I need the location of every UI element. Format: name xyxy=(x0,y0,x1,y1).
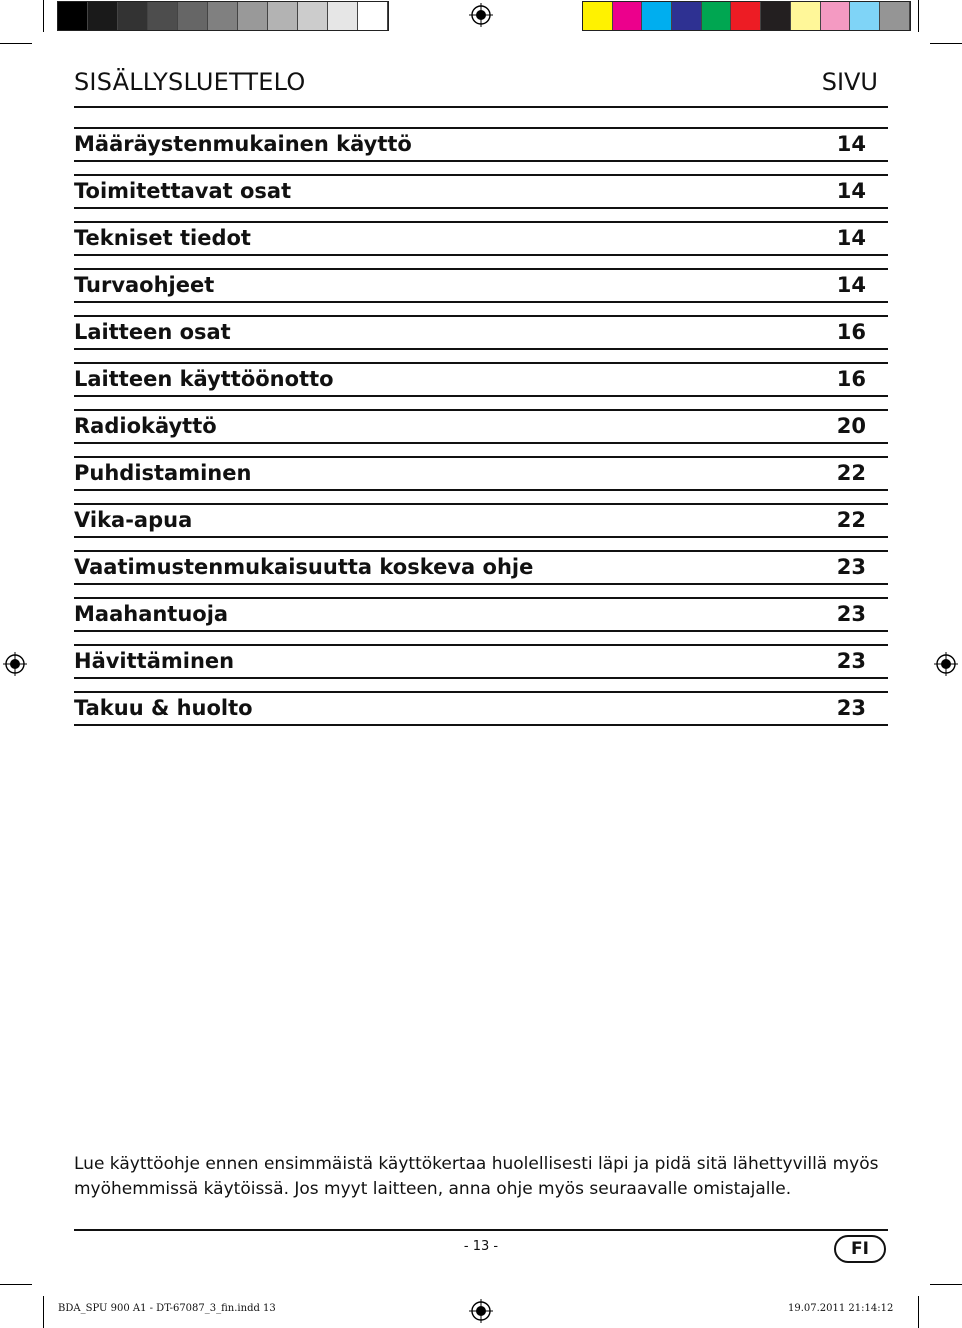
table-of-contents xyxy=(74,127,888,738)
toc-entry-label: Radiokäyttö xyxy=(74,414,217,438)
toc-entry[interactable] xyxy=(74,550,888,585)
toc-entry[interactable] xyxy=(74,503,888,538)
crop-mark xyxy=(930,43,962,44)
toc-entry-label: Toimitettavat osat xyxy=(74,179,292,203)
color-swatch xyxy=(702,2,732,30)
toc-entry[interactable] xyxy=(74,597,888,632)
toc-entry[interactable] xyxy=(74,315,888,350)
color-swatch xyxy=(821,2,851,30)
toc-entry[interactable] xyxy=(74,268,888,303)
grey-calibration-bar xyxy=(57,1,389,31)
toc-entry-page: 23 xyxy=(836,696,866,720)
toc-entry-page: 23 xyxy=(836,602,866,626)
toc-entry-page: 23 xyxy=(836,649,866,673)
toc-entry-page: 23 xyxy=(836,555,866,579)
color-swatch xyxy=(672,2,702,30)
toc-entry-label: Vika-apua xyxy=(74,508,193,532)
toc-entry-label: Laitteen käyttöönotto xyxy=(74,367,334,391)
crop-mark xyxy=(918,1296,919,1328)
crop-mark xyxy=(43,1296,44,1328)
footer-divider xyxy=(74,1229,888,1231)
color-swatch xyxy=(298,2,328,30)
toc-entry-page: 22 xyxy=(836,461,866,485)
toc-entry[interactable] xyxy=(74,691,888,726)
color-swatch xyxy=(178,2,208,30)
color-swatch xyxy=(208,2,238,30)
toc-entry-page: 14 xyxy=(836,273,866,297)
toc-entry[interactable] xyxy=(74,174,888,209)
toc-entry[interactable] xyxy=(74,221,888,256)
crop-mark xyxy=(43,0,44,32)
page-column-heading: SIVU xyxy=(821,68,878,96)
page-title: SISÄLLYSLUETTELO xyxy=(74,68,306,96)
registration-mark-icon xyxy=(469,1299,493,1323)
language-badge: FI xyxy=(834,1235,886,1263)
color-swatch xyxy=(238,2,268,30)
color-swatch xyxy=(880,2,910,30)
color-swatch xyxy=(118,2,148,30)
color-swatch xyxy=(791,2,821,30)
usage-note: Lue käyttöohje ennen ensimmäistä käyttökertaa huolellisesti läpi ja pidä sitä lähettyvillä myös myöhemmissä käytöissä. Jos myyt laitteen, anna ohje myös seuraavalle omistajalle. xyxy=(74,1154,879,1199)
toc-entry-page: 14 xyxy=(836,132,866,156)
toc-entry-page: 20 xyxy=(836,414,866,438)
toc-entry-page: 14 xyxy=(836,226,866,250)
print-slug-file: BDA_SPU 900 A1 - DT-67087_3_fin.indd 13 xyxy=(58,1303,276,1314)
toc-entry-label: Maahantuoja xyxy=(74,602,229,626)
crop-mark xyxy=(0,1284,32,1285)
color-swatch xyxy=(583,2,613,30)
crop-mark xyxy=(930,1284,962,1285)
color-swatch xyxy=(358,2,388,30)
registration-mark-icon xyxy=(934,652,958,676)
page-number: - 13 - xyxy=(463,1239,499,1254)
toc-entry-label: Puhdistaminen xyxy=(74,461,252,485)
toc-entry-page: 14 xyxy=(836,179,866,203)
color-swatch xyxy=(642,2,672,30)
registration-mark-icon xyxy=(469,3,493,27)
toc-entry-label: Takuu & huolto xyxy=(74,696,253,720)
toc-entry[interactable] xyxy=(74,409,888,444)
registration-mark-icon xyxy=(3,652,27,676)
toc-entry-label: Hävittäminen xyxy=(74,649,235,673)
toc-entry-label: Laitteen osat xyxy=(74,320,231,344)
color-swatch xyxy=(58,2,88,30)
toc-entry[interactable] xyxy=(74,127,888,162)
toc-entry-page: 16 xyxy=(836,320,866,344)
toc-entry-label: Tekniset tiedot xyxy=(74,226,251,250)
toc-header xyxy=(74,68,888,108)
color-swatch xyxy=(88,2,118,30)
toc-entry[interactable] xyxy=(74,456,888,491)
toc-entry-page: 16 xyxy=(836,367,866,391)
color-calibration-bar xyxy=(582,1,911,31)
color-swatch xyxy=(613,2,643,30)
color-swatch xyxy=(761,2,791,30)
toc-entry-page: 22 xyxy=(836,508,866,532)
color-swatch xyxy=(148,2,178,30)
print-slug-date: 19.07.2011 21:14:12 xyxy=(788,1303,894,1314)
toc-entry-label: Vaatimustenmukaisuutta koskeva ohje xyxy=(74,555,534,579)
color-swatch xyxy=(268,2,298,30)
color-swatch xyxy=(328,2,358,30)
toc-entry-label: Määräystenmukainen käyttö xyxy=(74,132,412,156)
color-swatch xyxy=(850,2,880,30)
crop-mark xyxy=(0,43,32,44)
crop-mark xyxy=(918,0,919,32)
toc-entry[interactable] xyxy=(74,644,888,679)
toc-entry-label: Turvaohjeet xyxy=(74,273,215,297)
toc-entry[interactable] xyxy=(74,362,888,397)
color-swatch xyxy=(731,2,761,30)
